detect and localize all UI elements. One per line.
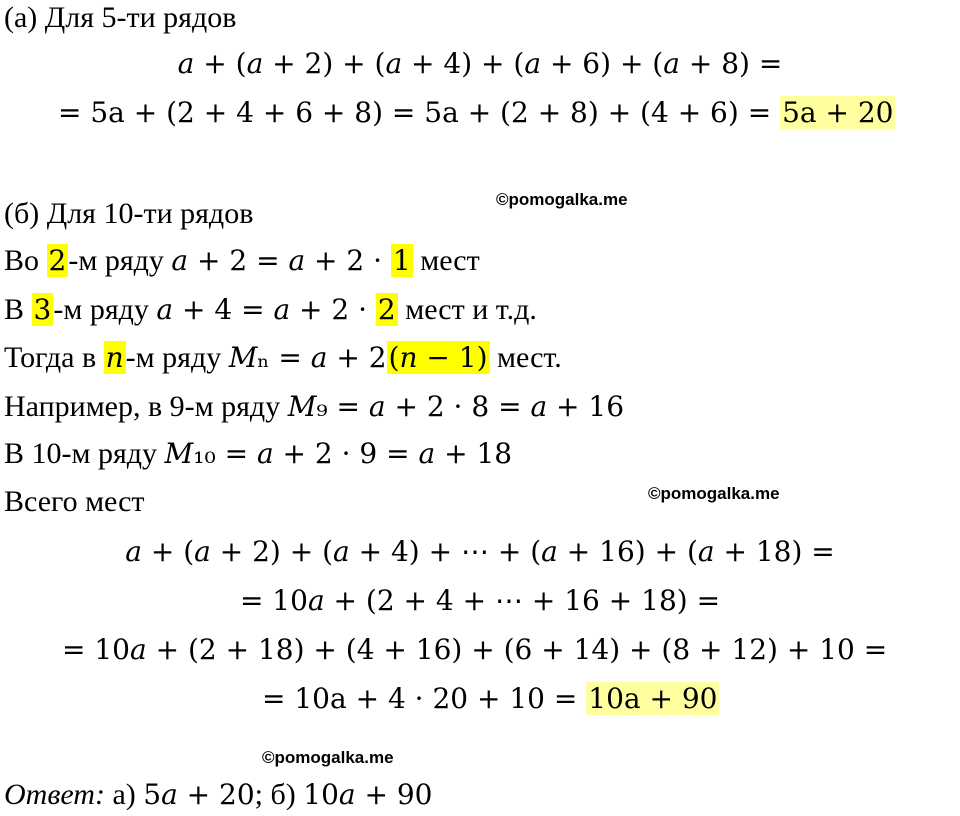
example-9-text: Например, в 9-м ряду [4, 390, 288, 423]
row-2-line [4, 243, 480, 279]
answer-a: 5a + 20 [143, 778, 255, 811]
part-a-equation-2 [58, 95, 895, 131]
row-2-k: 1 [392, 244, 411, 277]
row-3-post: мест и т.д. [397, 293, 537, 326]
row-3-expr: a + 4 = a + 2 · [156, 293, 376, 326]
answer-label: Ответ: [4, 778, 105, 811]
row-n-number: n [105, 341, 124, 374]
answer-a-prefix: а) [104, 778, 144, 811]
sum-line-3: = 10a + (2 + 18) + (4 + 16) + (6 + 14) + (8 + 12) + 10 = [62, 633, 888, 666]
watermark: ©pomogalka.me [648, 484, 780, 503]
part-a-equation-2-main: = 5a + (2 + 4 + 6 + 8) = 5a + (2 + 8) + (4 + 6) = [58, 96, 781, 129]
part-a-heading: (а) Для 5-ти рядов [4, 1, 237, 34]
answer-line [4, 777, 433, 813]
row-2-expr: a + 2 = a + 2 · [171, 244, 391, 277]
part-a-result: 5a + 20 [782, 96, 894, 129]
row-2-number: 2 [48, 244, 67, 277]
answer-b: 10a + 90 [303, 778, 433, 811]
sum-line-2: = 10a + (2 + 4 + ⋯ + 16 + 18) = [239, 584, 721, 617]
part-b-result: 10a + 90 [588, 682, 718, 715]
row-n-post: мест. [489, 341, 562, 374]
row-2-mid: -м ряду [68, 244, 172, 277]
watermark: ©pomogalka.me [262, 748, 394, 767]
sum-line-4-main: = 10a + 4 · 20 + 10 = [262, 682, 587, 715]
row-3-mid: -м ряду [53, 293, 157, 326]
row-3-number: 3 [33, 293, 52, 326]
row-3-k: 2 [377, 293, 396, 326]
part-a-equation-1: a + (a + 2) + (a + 4) + (a + 6) + (a + 8) = [177, 47, 783, 80]
part-b-heading: (б) Для 10-ти рядов [4, 197, 254, 230]
row-n-expr: Mₙ = a + 2 [228, 341, 387, 374]
total-label: Всего мест [4, 485, 145, 518]
row-3-line [4, 292, 537, 328]
row-2-post: мест [412, 244, 480, 277]
sum-line-4 [262, 681, 719, 717]
example-9-line [4, 389, 624, 425]
example-10-expr: M₁₀ = a + 2 · 9 = a + 18 [164, 437, 513, 470]
watermark: ©pomogalka.me [496, 190, 628, 209]
row-2-pre: Во [4, 244, 47, 277]
row-n-pre: Тогда в [4, 341, 104, 374]
row-n-line [4, 340, 562, 376]
example-10-line [4, 436, 512, 472]
row-n-mid: -м ряду [125, 341, 229, 374]
row-3-pre: В [4, 293, 32, 326]
answer-separator: ; б) [254, 778, 304, 811]
example-10-text: В 10-м ряду [4, 437, 165, 470]
sum-line-1: a + (a + 2) + (a + 4) + ⋯ + (a + 16) + (a + 18) = [125, 535, 835, 568]
row-n-k: (n − 1) [388, 341, 488, 374]
example-9-expr: M₉ = a + 2 · 8 = a + 16 [287, 390, 625, 423]
